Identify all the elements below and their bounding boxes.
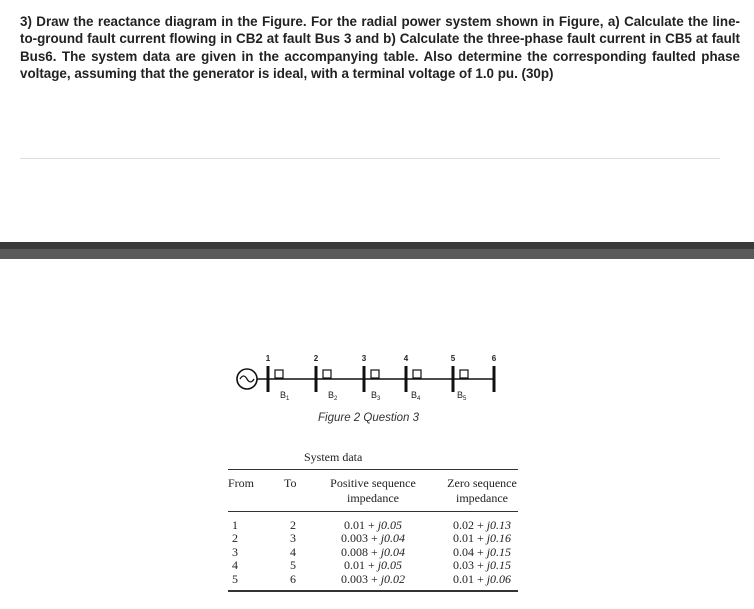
table-top-rule: [228, 469, 518, 470]
table-row-positive: 0.01 + j0.05: [343, 518, 403, 532]
table-row-from: 2: [232, 531, 238, 546]
node-label-5: 5: [450, 354, 456, 363]
table-row-zero: 0.02 + j0.13: [452, 518, 512, 532]
node-label-2: 2: [313, 354, 319, 363]
table-row-to: 5: [290, 558, 296, 573]
dark-band-top: [0, 242, 754, 249]
table-row-to: 2: [290, 518, 296, 532]
node-label-4: 4: [403, 354, 409, 363]
table-row-zero: 0.04 + j0.15: [452, 544, 512, 559]
node-label-3: 3: [361, 354, 367, 363]
table-row-zero: 0.01 + j0.06: [452, 571, 512, 586]
table-row-from: 1: [232, 518, 238, 532]
breaker-label-1: $B_1$: [280, 390, 290, 402]
breaker-label-5: $B_5$: [457, 390, 467, 402]
column-zero-sequence: [440, 519, 524, 586]
table-title: System data: [304, 450, 363, 464]
node-label-6: 6: [491, 354, 497, 363]
table-row-zero: 0.03 + j0.15: [452, 558, 512, 573]
figure-caption: Figure 2 Question 3: [318, 412, 420, 424]
breaker-3-box: [371, 370, 379, 378]
radial-system-diagram: [0, 340, 754, 420]
generator-sine-icon: [240, 376, 254, 382]
table-row-from: 4: [232, 558, 238, 573]
question-number: 3): [20, 14, 32, 29]
header-bottom-rule: [228, 511, 518, 512]
header-zero-sequence: Zero sequence impedance: [447, 476, 517, 505]
table-row-positive: 0.003 + j0.04: [340, 531, 406, 546]
column-from: [232, 519, 238, 586]
table-row-to: 4: [290, 544, 296, 559]
table-row-positive: 0.003 + j0.02: [340, 571, 406, 586]
table-bottom-rule: [228, 590, 518, 592]
column-to: [290, 519, 296, 586]
separator-line: [20, 158, 720, 159]
table-row-to: 6: [290, 571, 296, 586]
header-to: To: [284, 476, 297, 490]
breaker-label-3: $B_3$: [371, 390, 381, 402]
table-row-positive: 0.008 + j0.04: [340, 544, 406, 559]
table-row-positive: 0.01 + j0.05: [343, 558, 403, 573]
column-positive-sequence: [321, 519, 425, 586]
breaker-4-box: [413, 370, 421, 378]
table-row-from: 3: [232, 544, 238, 559]
table-row-from: 5: [232, 571, 238, 586]
header-from: From: [228, 476, 255, 490]
question-text: [20, 13, 740, 82]
breaker-label-2: $B_2$: [328, 390, 338, 402]
breaker-1-box: [275, 370, 283, 378]
node-label-1: 1: [265, 354, 271, 363]
table-row-to: 3: [290, 531, 296, 546]
breaker-5-box: [460, 370, 468, 378]
question-body: Draw the reactance diagram in the Figure. For the radial power system shown in Figure, a) Calculate the line-to-ground fault current flowing in CB2 at fault Bus 3 and b) Calculate the three-phase fault current in CB5 at fault Bus6. The system data are given in the accompanying table. Also determine the corresponding faulted phase voltage, assuming that the generator is ideal, with a terminal voltage of 1.0 pu. (30p): [20, 14, 740, 81]
header-positive-sequence: Positive sequence impedance: [330, 476, 416, 505]
breaker-label-4: $B_4$: [411, 390, 421, 402]
dark-band-bottom: [0, 249, 754, 259]
table-row-zero: 0.01 + j0.16: [452, 531, 512, 546]
breaker-2-box: [323, 370, 331, 378]
